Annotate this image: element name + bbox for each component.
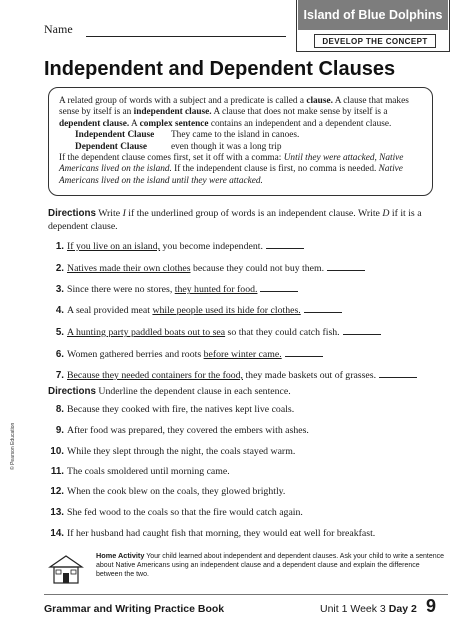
- item-number: 9.: [55, 425, 64, 436]
- item-text[interactable]: If her husband had caught fish that morning, they would eat well for breakfast.: [67, 528, 376, 539]
- underlined-clause: Because they needed containers for the food,: [67, 370, 243, 381]
- exercise-item: [48, 507, 303, 519]
- exercise-item: [48, 486, 285, 498]
- item-text[interactable]: The coals smoldered until morning came.: [67, 466, 230, 477]
- exercise-item: [48, 326, 381, 339]
- exercise-item: [48, 304, 342, 317]
- rule-text: contains an independent and a dependent clause.: [208, 118, 392, 129]
- rule-text: If the dependent clause comes first, set it off with a comma:: [59, 153, 284, 164]
- exercise-item: [48, 446, 295, 458]
- day-label: Day 2: [388, 603, 417, 615]
- answer-blank[interactable]: [260, 283, 298, 292]
- item-text: Women gathered berries and roots: [67, 349, 204, 360]
- directions-label: Directions: [48, 208, 96, 219]
- answer-blank[interactable]: [266, 240, 304, 249]
- item-number: 14.: [50, 528, 64, 539]
- rule-text: If the independent clause is first, no comma is needed.: [171, 164, 379, 175]
- underlined-clause: while people used its hide for clothes.: [152, 305, 301, 316]
- item-number: 3.: [55, 284, 64, 295]
- school-home-connection-logo: [46, 553, 86, 587]
- item-text[interactable]: She fed wood to the coals so that the fire would catch again.: [67, 507, 303, 518]
- example-independent: [59, 130, 422, 141]
- directions-text: if it is a dependent clause.: [48, 208, 422, 232]
- home-activity-label: Home Activity: [96, 551, 145, 560]
- term-complex-sentence: complex sentence: [139, 118, 209, 129]
- page-title: Independent and Dependent Clauses: [44, 58, 396, 80]
- item-number: 7.: [55, 370, 64, 381]
- example-label: Independent Clause: [75, 130, 155, 141]
- exercise-item: [48, 369, 417, 382]
- directions-label: Directions: [48, 386, 96, 397]
- directions-text: Underline the dependent clause in each sentence.: [95, 386, 291, 397]
- item-text: A seal provided meat: [67, 305, 153, 316]
- underlined-clause: they hunted for food.: [174, 284, 258, 295]
- directions-1: [48, 208, 438, 233]
- item-text[interactable]: After food was prepared, they covered the embers with ashes.: [67, 425, 309, 436]
- rule-text: A related group of words with a subject and a predicate is called a: [59, 96, 307, 106]
- develop-concept-label: DEVELOP THE CONCEPT: [314, 34, 436, 48]
- item-number: 12.: [50, 486, 64, 497]
- answer-blank[interactable]: [304, 304, 342, 313]
- term-dependent-clause: dependent clause.: [59, 118, 130, 129]
- rule-paragraph-1: [59, 96, 422, 130]
- directions-text: D: [382, 208, 390, 219]
- item-text[interactable]: Because they cooked with fire, the natives kept live coals.: [67, 404, 295, 415]
- term-clause: clause.: [306, 96, 333, 106]
- unit-week: Unit 1 Week 3: [320, 603, 386, 615]
- directions-2: [48, 386, 438, 399]
- example-sentence: Native Americans lived on the island until they were attacked.: [59, 164, 403, 186]
- underlined-clause: before winter came.: [203, 349, 282, 360]
- rule-paragraph-2: [59, 153, 422, 187]
- rule-text: A clause that makes sense by itself is an: [59, 96, 409, 118]
- rule-text: A clause that does not make sense by itself is a: [211, 107, 388, 118]
- item-text: because they could not buy them.: [190, 263, 325, 274]
- example-text: even though it was a long trip: [171, 141, 282, 152]
- footer-divider: [44, 594, 448, 595]
- directions-text: if the underlined group of words is an independent clause. Write: [125, 208, 383, 219]
- home-activity-text: Your child learned about independent and dependent clauses. Ask your child to write a sentence about Native Americans using an independent clause and a dependent clause and explain the difference between the two.: [96, 553, 445, 578]
- copyright: © Pearson Education: [10, 422, 16, 470]
- item-text[interactable]: When the cook blew on the coals, they glowed brightly.: [67, 486, 286, 497]
- exercise-item: [48, 425, 309, 437]
- item-number: 1.: [55, 241, 64, 252]
- answer-blank[interactable]: [343, 326, 381, 335]
- home-activity: [96, 551, 446, 579]
- exercise-item: [48, 348, 323, 361]
- item-text: so that they could catch fish.: [225, 327, 340, 338]
- underlined-clause: A hunting party paddled boats out to sea: [67, 327, 226, 338]
- item-number: 5.: [55, 327, 64, 338]
- item-text: you become independent.: [160, 241, 263, 252]
- answer-blank[interactable]: [285, 348, 323, 357]
- underlined-clause: Natives made their own clothes: [67, 263, 191, 274]
- example-label: Dependent Clause: [75, 141, 148, 152]
- name-label: Name: [44, 22, 73, 36]
- item-number: 8.: [55, 404, 64, 415]
- item-text: they made baskets out of grasses.: [243, 370, 377, 381]
- example-sentence: Until they were attacked, Native Americans lived on the island.: [59, 153, 404, 175]
- exercise-item: [48, 528, 375, 540]
- rule-text: A: [129, 118, 140, 129]
- book-title-tab: Island of Blue Dolphins: [298, 0, 448, 30]
- book-name: Grammar and Writing Practice Book: [44, 603, 225, 615]
- rule-box: [48, 87, 433, 196]
- exercise-item: [48, 283, 298, 296]
- page-number: 9: [426, 596, 437, 616]
- item-number: 10.: [50, 446, 64, 457]
- example-text: They came to the island in canoes.: [171, 130, 300, 141]
- item-number: 6.: [55, 349, 64, 360]
- unit-week-day: [320, 603, 417, 615]
- answer-blank[interactable]: [379, 369, 417, 378]
- term-independent-clause: independent clause.: [133, 107, 212, 118]
- name-line: [86, 36, 286, 37]
- item-number: 4.: [55, 305, 64, 316]
- item-number: 13.: [50, 507, 64, 518]
- answer-blank[interactable]: [327, 262, 365, 271]
- example-dependent: [59, 142, 422, 153]
- item-number: 2.: [55, 263, 64, 274]
- directions-text: I: [122, 208, 126, 219]
- item-text: Since there were no stores,: [67, 284, 175, 295]
- underlined-clause: If you live on an island,: [67, 241, 161, 252]
- exercise-item: [48, 240, 304, 253]
- exercise-item: [48, 404, 294, 416]
- item-number: 11.: [50, 466, 64, 477]
- directions-text: Write: [95, 208, 123, 219]
- exercise-item: [48, 262, 365, 275]
- exercise-item: [48, 466, 230, 478]
- item-text[interactable]: While they slept through the night, the coals stayed warm.: [67, 446, 296, 457]
